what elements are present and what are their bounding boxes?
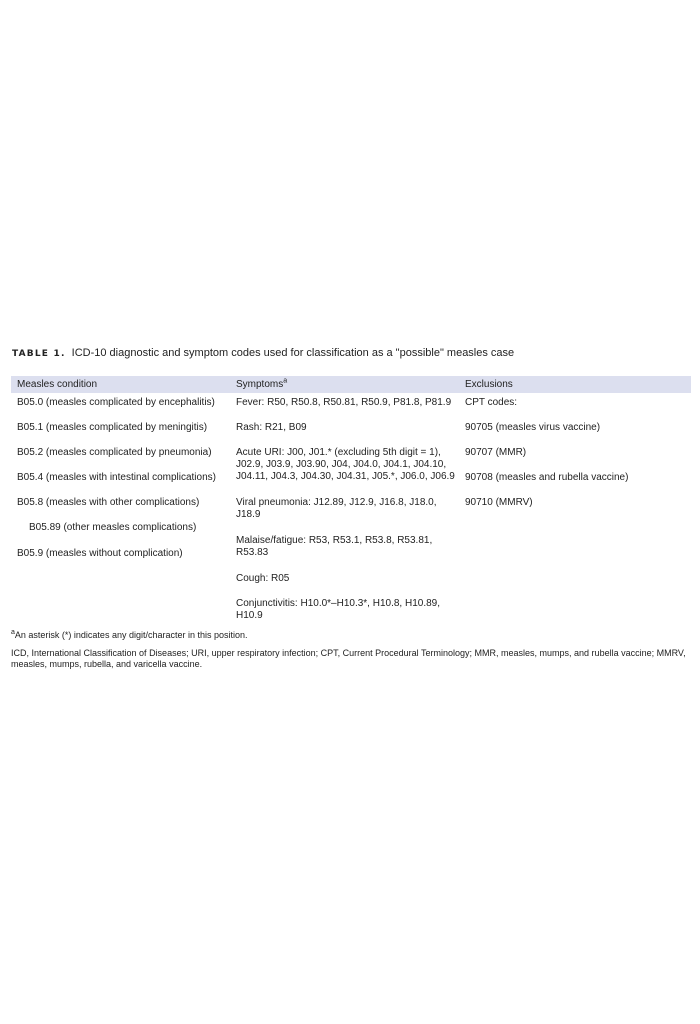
footnote-asterisk-text: An asterisk (*) indicates any digit/character in this position. (14, 630, 248, 640)
condition-b05-4: B05.4 (measles with intestinal complications) (17, 472, 216, 483)
footnote-mark: a (11, 629, 15, 636)
symptom-rash: Rash: R21, B09 (236, 422, 307, 433)
header-measles-condition: Measles condition (17, 379, 98, 390)
header-exclusions: Exclusions (465, 379, 513, 390)
exclusion-90710: 90710 (MMRV) (465, 497, 533, 508)
exclusion-90708: 90708 (measles and rubella vaccine) (465, 472, 629, 483)
condition-b05-8: B05.8 (measles with other complications) (17, 497, 200, 508)
symptom-acute-uri: Acute URI: J00, J01.* (excluding 5th digit = 1), J02.9, J03.9, J03.90, J04, J04.0, J04.1, J04.10, J04.11, J04.3, J04.30, J04.31, J05.*, J06.0, J06.9 (236, 447, 455, 482)
header-symptoms-footnote-mark: a (283, 377, 288, 385)
table-caption: ICD-10 diagnostic and symptom codes used for classification as a "possible" measles case (71, 347, 515, 359)
condition-b05-89: B05.89 (other measles complications) (29, 522, 197, 533)
symptom-malaise-fatigue: Malaise/fatigue: R53, R53.1, R53.8, R53.81, R53.83 (236, 535, 433, 558)
footnote-asterisk (11, 630, 691, 641)
symptom-cough: Cough: R05 (236, 573, 290, 584)
table-label: TABLE 1. (12, 349, 66, 359)
condition-b05-1: B05.1 (measles complicated by meningitis) (17, 422, 208, 433)
condition-b05-2: B05.2 (measles complicated by pneumonia) (17, 447, 212, 458)
header-symptoms (236, 379, 462, 391)
exclusion-90707: 90707 (MMR) (465, 447, 527, 458)
symptom-viral-pneumonia: Viral pneumonia: J12.89, J12.9, J16.8, J18.0, J18.9 (236, 497, 437, 520)
exclusion-90705: 90705 (measles virus vaccine) (465, 422, 601, 433)
table-title (12, 347, 514, 359)
exclusion-cpt-codes-label: CPT codes: (465, 397, 518, 408)
symptom-fever: Fever: R50, R50.8, R50.81, R50.9, P81.8, P81.9 (236, 397, 452, 408)
footnote-abbreviations: ICD, International Classification of Diseases; URI, upper respiratory infection; CPT, Current Procedural Terminology; MMR, measles, mumps, and rubella vaccine; MMRV, measles, mumps, rubella, and varicella vaccine. (11, 648, 686, 669)
condition-b05-0: B05.0 (measles complicated by encephalitis) (17, 397, 215, 408)
condition-b05-9: B05.9 (measles without complication) (17, 548, 183, 559)
symptom-conjunctivitis: Conjunctivitis: H10.0*–H10.3*, H10.8, H10.89, H10.9 (236, 598, 441, 621)
header-symptoms-text: Symptoms (236, 379, 284, 390)
